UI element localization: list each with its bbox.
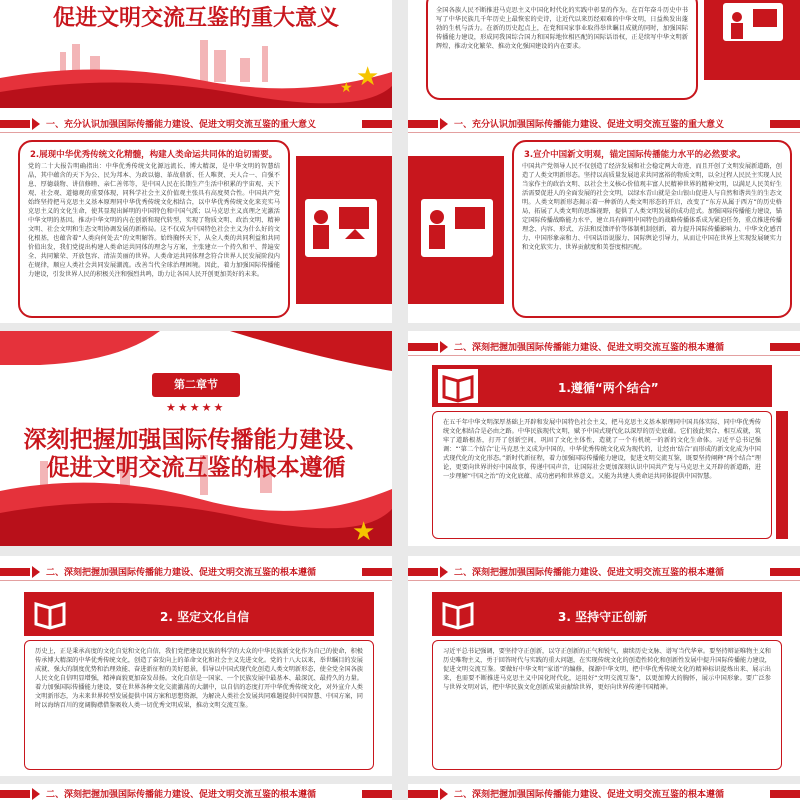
chapter-title-line2: 促进文明交流互鉴的根本遵循 — [46, 455, 346, 481]
slide-cultural-confidence — [0, 556, 392, 776]
body-text: 在五千年中华文明深厚基础上开辟和发展中国特色社会主义，把马克思主义基本原理同中国具体实际、同中华优秀传统文化相结合是必由之路。中华民族现代文明，赋予中国式现代化以深厚的历史底蕴。它们彼此契合、相互成就，筑牢了道路根基，打开了创新空间，巩固了文化主体性，造就了一个有机统一的新的文化生命体。习近平总书记强调：“‘第二个结合’让马克思主义成为中国的，中华优秀传统文化成为现代的，让经由‘结合’而形成的新文化成为中国式现代化的文化形态。”新时代新征程，着力加强国际传播能力建设，促进文明交流互鉴，既要坚持阐释“两个结合”理论，更要向世界讲好中国故事，传递中国声音，让国际社会更加深刻认识中国共产党与马克思主义开辟的新道路，进一步理解“中国之治”的文化底蕴、成功密码和世界意义。又能为共建人类命运共同体提供中国智慧。 — [443, 419, 761, 480]
slide-innovation — [408, 556, 800, 776]
chapter-title-line1: 深刻把握加强国际传播能力建设、 — [23, 427, 369, 453]
section-header: 一、充分认识加强国际传播能力建设、促进文明交流互鉴的重大意义 — [0, 114, 392, 134]
content-card — [18, 140, 290, 318]
gold-star-icon: ★ — [352, 517, 376, 546]
slide-two-combinations — [408, 331, 800, 546]
book-icon-bg — [438, 596, 478, 632]
section-header: 二、深刻把握加强国际传播能力建设、促进文明交流互鉴的根本遵循 — [408, 784, 800, 800]
content-card — [24, 640, 374, 770]
slide-chapter-two-cover — [0, 331, 392, 546]
content-card — [512, 140, 792, 318]
slide-cover-significance — [0, 0, 392, 108]
slide-significance-2 — [0, 108, 392, 323]
body-text: 全国各族人民不断推进马克思主义中国化时代化的实践中彰显的作为。在百年奋斗历史中书写了中华民族几千年历史上最恢宏的史诗，让近代以来历经艰难的中华文明，日益焕发出蓬勃的生机与活力。在新的历史起点上，在党和国家事业取得举世瞩目成就的同时，加强国际传播能力建设，形成同我国综合国力和国际地位相匹配的国际话语权，正是续写中华文明新辉煌，推动文化繁荣、推动文化强国建设的内在要求。 — [436, 7, 688, 50]
gold-star-icon: ★ — [340, 80, 353, 96]
section-title: 2. 坚定文化自信 — [160, 610, 250, 624]
body-text: 中国共产党领导人民不仅创造了经济发展和社会稳定两大奇迹，而且开创了文明发展新道路，创造了人类文明新形态。坚持以高质量发展追求共同富裕的物质文明，以全过程人民民主实现人民当家作主的政治文明、以社会主义核心价值观丰富人民精神世界的精神文明，以满足人民美好生活需要促进人的全面发展的社会文明，以绿水青山就是金山银山促进人与自然和谐共生的生态文明。人类文明新形态揭示着一种新的人类文明形态的开启，改变了“东方从属于西方”的历史格局，拓展了人类文明的思维视野，提供了人类文明发展的成功范式。加强国际传播能力建设，锚定国际传播战略能力水平，建立具有鲜明中国特色的战略传播体系成为紧迫任务，重点推进传播理念、内容、形式、方法和反馈评价等体制机制创新，着力提升国际传播影响力、中华文化感召力、中国形象亲和力、中国话语说服力、国际舆论引导力，从而让中国在世界上实现发展硬实力和文化软实力、世界贡献度和美誉度相匹配。 — [522, 163, 782, 251]
section-header: 二、深刻把握加强国际传播能力建设、促进文明交流互鉴的根本遵循 — [408, 337, 800, 357]
section-header: 二、深刻把握加强国际传播能力建设、促进文明交流互鉴的根本遵循 — [0, 562, 392, 582]
slide-partial — [408, 784, 800, 800]
slide-significance-1 — [408, 0, 800, 108]
book-icon — [30, 596, 70, 632]
section-header: 一、充分认识加强国际传播能力建设、促进文明交流互鉴的重大意义 — [408, 114, 800, 134]
stars-row: ★★★★★ — [166, 401, 226, 414]
gold-star-icon: ★ — [356, 62, 380, 92]
slide-title: 促进文明交流互鉴的重大意义 — [52, 6, 339, 31]
chapter-badge: 第二章节 — [152, 373, 240, 397]
body-text: 党的二十大报告明确指出：中华优秀传统文化源远流长、博大精深，是中华文明的智慧结晶，其中蕴含的天下为公、民为邦本、为政以德、革故鼎新、任人唯贤、天人合一、自强不息、厚德载物、讲信修睦、亲仁善邻等，是中国人民在长期生产生活中积累的宇宙观、天下观、社会观、道德观的重要体现，同科学社会主义价值观主张具有高度契合性。中国共产党始终坚持把马克思主义基本原理同中华优秀传统文化相结合，以中华优秀传统文化来充实马克思主义的文化生命，使其显现出鲜明的中国特色和中国气派；以马克思主义真理之光激活中华文明的基因。推动中华文明的内在创新和现代转型，实现了物质文明、政治文明、精神文明、社会文明和生态文明协调发展的新格局。这不仅成为中国特色社会主义为什么好的文化根基，也蕴含着“人类向何处去”的文明解答。始终胸怀天下，从全人类的共同利益和共同价值出发，我们党提出构建人类命运共同体的理念与方案，主张建立一个持久和平、普遍安全、共同繁荣、开放包容、清洁美丽的世界。人类命运共同体理念符合世界人民发展阶段内在规律，顺应人类社会共同发展潮流。改善当代全球治理困境。因此，着力加强国际传播能力建设，引发世界人民的积极关注和强烈共鸣，助力让各国人民开创更加美好的未来。 — [28, 163, 280, 278]
slide-significance-3 — [408, 108, 800, 323]
body-text: 历史上，正是秉承高度的文化自觉和文化自信，我们党把建设民族的科学的大众的中华民族新文化作为自己的使命，积极传承博大精深的中华优秀传统文化，创造了奋发向上的革命文化和社会主义先进文化。党的十八大以来，举世瞩目的发展成就、强大的制度优势和治理效能、奋进新征程的美好愿景，倡导以中国式现代化创造人类文明新形态，使全党全国各族人民文化自信明显增强，精神面貌更加奋发昂扬。文化自信是一国家、一个民族发展中最基本、最深沉、最持久的力量。着力加强国际传播能力建设，要在世界各种文化交流激荡的大潮中，以自信的态度打开中华优秀传统文化，对外宣介人类文明新形态，为未来世界转型发展提供中国方案和思想资源，为解决人类社会发展共同难题提供中国智慧、中国方案，同时以海纳百川的宽阔胸襟借鉴吸收人类一切优秀文明成果，推动文明交流互鉴。 — [35, 648, 363, 709]
sub-heading: 2.展现中华优秀传统文化精髓，构建人类命运共同体的迫切需要。 — [30, 150, 278, 160]
body-text: 习近平总书记强调，要坚持守正创新，以守正创新的正气和锐气，赓续历史文脉、谱写当代华章。要坚持辩证唯物主义和历史唯物主义，勇于回答时代与实践的重大问题，在实现传统文化的创造性转化和创新性发展中提升国际传播能力建设，促进文明交流互鉴。要做好中华文明“家谱”的编修，探源中华文明，把中华优秀传统文化的精神标识提炼出来、展示出来，也需要不断推进马克思主义中国化时代化，运用好“文明交流互鉴”，以更加博大的胸怀，展示中国形象。要广泛参与世界文明对话，把中华民族文化创新成果贡献给世界，更好向世界传递中国精神。 — [443, 648, 771, 691]
cityscape-graphic — [0, 0, 392, 108]
presentation-icon — [418, 196, 496, 260]
content-card — [432, 640, 782, 770]
presentation-icon — [302, 196, 380, 260]
slide-partial — [0, 784, 392, 800]
content-card — [432, 411, 772, 539]
book-icon — [438, 369, 478, 403]
book-icon — [438, 596, 478, 632]
sub-heading: 3.宣介中国新文明观，锚定国际传播能力水平的必然要求。 — [524, 150, 746, 160]
book-icon-bg — [30, 596, 70, 632]
section-title: 1.遵循“两个结合” — [558, 381, 659, 395]
presentation-icon — [720, 0, 786, 44]
red-strip — [776, 411, 788, 539]
section-header: 二、深刻把握加强国际传播能力建设、促进文明交流互鉴的根本遵循 — [408, 562, 800, 582]
section-header: 二、深刻把握加强国际传播能力建设、促进文明交流互鉴的根本遵循 — [0, 784, 392, 800]
book-icon-bg — [438, 369, 478, 403]
content-card — [426, 0, 698, 100]
section-title: 3. 坚持守正创新 — [558, 610, 648, 624]
